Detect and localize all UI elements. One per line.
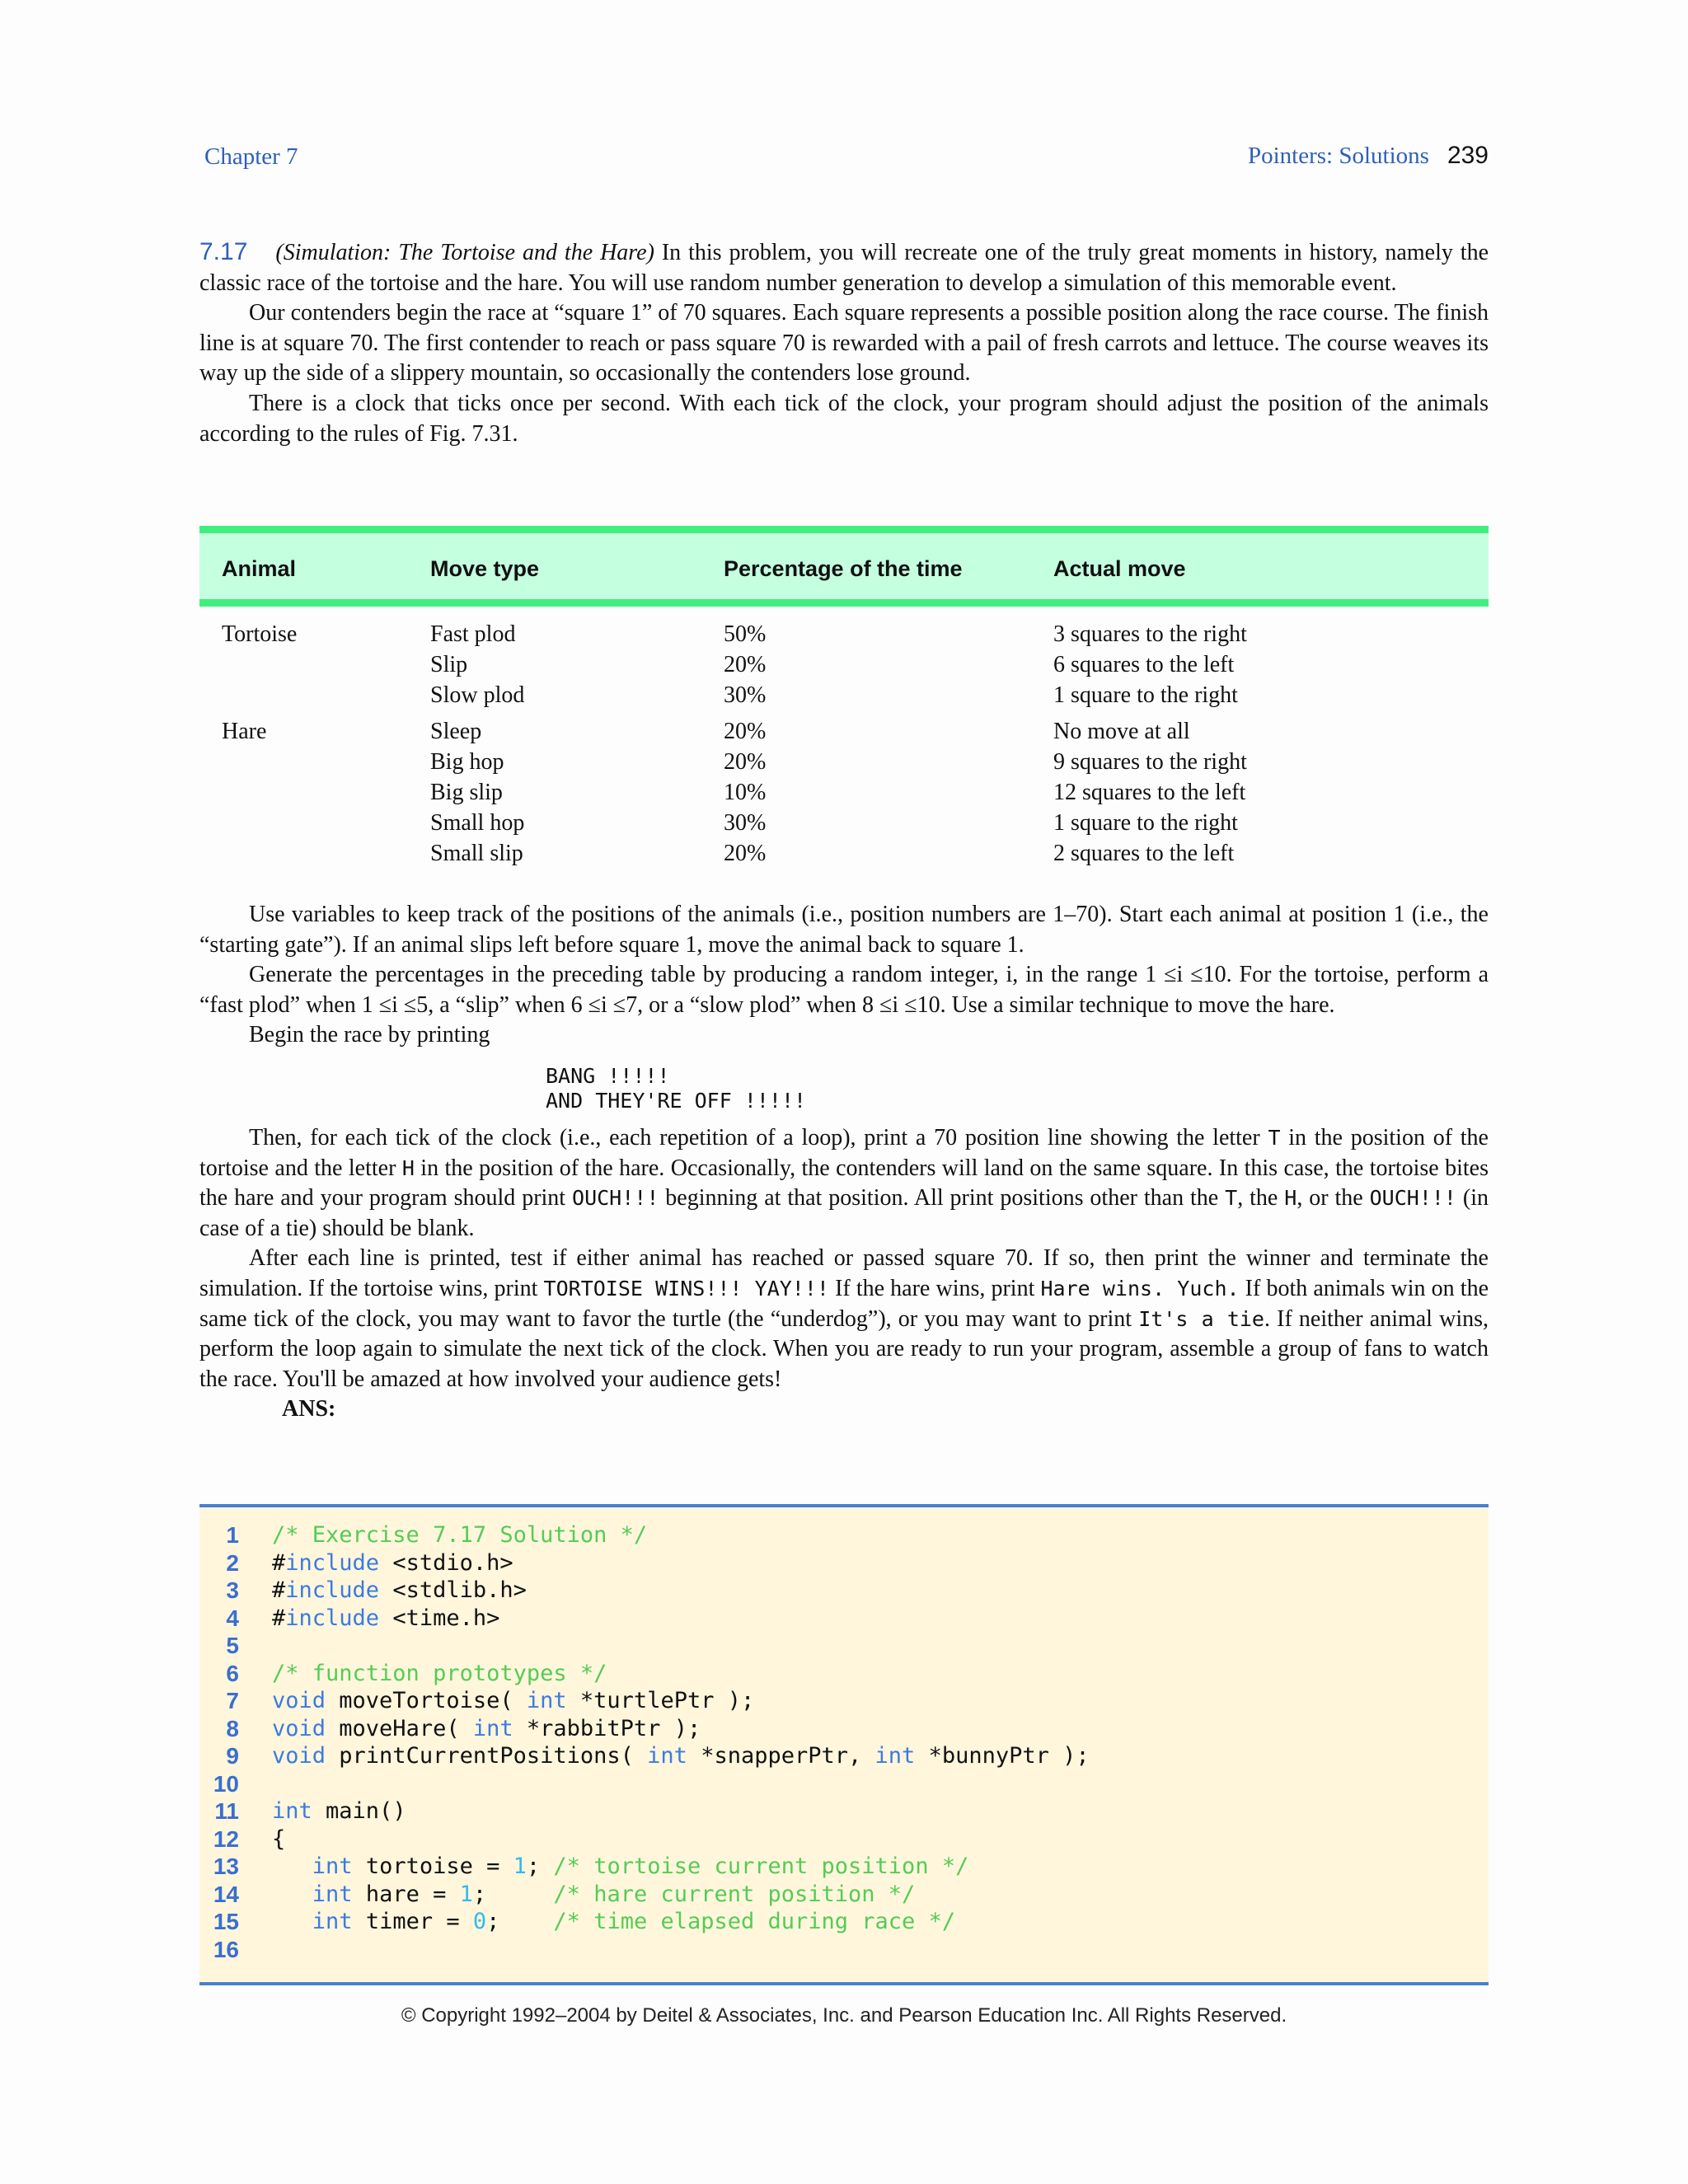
- line-number: 5: [226, 1633, 239, 1658]
- text-run: , the: [1237, 1185, 1285, 1212]
- inline-code: T: [1268, 1125, 1281, 1150]
- header-percentage: Percentage of the time: [724, 556, 963, 581]
- line-number: 1: [226, 1522, 239, 1548]
- code-text: int tortoise = 1; /* tortoise current position */: [312, 1854, 969, 1879]
- paragraph-3: There is a clock that ticks once per second. With each tick of the clock, your program should adjust the position of the animals according to the rules of Fig. 7.31.: [199, 390, 1489, 447]
- table-cell: Sleep: [430, 719, 482, 745]
- paragraph-7: [199, 1123, 1489, 1244]
- move-type-column: [430, 620, 524, 869]
- text-run: Then, for each tick of the clock (i.e., each repetition of a loop), print a 70 position line showing the letter: [249, 1124, 1268, 1151]
- exercise-intro: [199, 237, 1489, 449]
- table-cell: 20%: [724, 840, 767, 866]
- inline-code: T: [1225, 1186, 1238, 1211]
- table-cell: 20%: [724, 749, 767, 776]
- answer-label: ANS:: [282, 1396, 336, 1422]
- inline-code: OUCH!!!: [1369, 1186, 1456, 1211]
- header-animal: Animal: [222, 556, 297, 581]
- table-cell: 50%: [724, 621, 767, 647]
- code-text: void moveHare( int *rabbitPtr );: [272, 1715, 701, 1741]
- text-run: After each line is printed, test if either animal has reached or passed square 70. If so, then print the winner and terminate the simulation. If the tortoise wins, print: [199, 1245, 1489, 1301]
- line-number: 2: [226, 1549, 239, 1576]
- line-number: 7: [226, 1688, 239, 1713]
- line-number: 13: [213, 1854, 239, 1879]
- code-listing: [199, 1504, 1489, 1985]
- output-line-1: BANG !!!!!: [546, 1063, 670, 1088]
- output-line-2: AND THEY'RE OFF !!!!!: [546, 1088, 807, 1113]
- inline-code: H: [1284, 1186, 1297, 1211]
- exercise-title: (Simulation: The Tortoise and the Hare): [275, 240, 654, 265]
- text-run: in the position of the tortoise and the letter: [199, 1124, 1489, 1181]
- table-cell: 6 squares to the left: [1053, 651, 1235, 677]
- code-text: /* function prototypes */: [272, 1660, 607, 1686]
- actual-move-column: [1053, 620, 1247, 869]
- line-number: 10: [213, 1770, 239, 1797]
- copyright-notice: © Copyright 1992–2004 by Deitel & Associates, Inc. and Pearson Education Inc. All Rights Reserved.: [401, 2004, 1287, 2027]
- exercise-body: [199, 900, 1489, 1425]
- text-run: . If neither animal wins, perform the loop again to simulate the next tick of the clock. When you are ready to run your program, assemble a group of fans to watch the race. You'll be amazed at how involved your audience gets!: [199, 1305, 1489, 1392]
- table-cell: 12 squares to the left: [1053, 779, 1246, 805]
- code-text: int main(): [272, 1798, 406, 1824]
- inline-code: H: [401, 1155, 415, 1180]
- line-number: 12: [213, 1825, 239, 1852]
- paragraph-1: [199, 237, 1489, 298]
- text-run: in the position of the hare. Occasionally, the contenders will land on the same square. In this case, the tortoise bites the hare and your program should print: [199, 1155, 1489, 1212]
- header-move-type: Move type: [430, 556, 540, 581]
- running-header: [1248, 142, 1489, 170]
- line-number: 6: [226, 1660, 239, 1686]
- output-sample: [199, 1064, 1489, 1113]
- code-text: /* Exercise 7.17 Solution */: [272, 1522, 648, 1548]
- table-cell: 30%: [724, 809, 767, 836]
- paragraph-8: [199, 1244, 1489, 1394]
- table-cell: 20%: [724, 719, 767, 745]
- line-number: 9: [226, 1743, 239, 1769]
- paragraph-6: Begin the race by printing: [249, 1022, 490, 1048]
- text-run: (in case of a tie) should be blank.: [199, 1185, 1489, 1241]
- code-text: #include <time.h>: [272, 1605, 500, 1631]
- table-cell: Slow plod: [430, 682, 525, 708]
- code-text: void printCurrentPositions( int *snapperPtr, int *bunnyPtr );: [272, 1743, 1090, 1769]
- table-cell: 9 squares to the right: [1053, 749, 1247, 776]
- code-text: void moveTortoise( int *turtlePtr );: [272, 1688, 755, 1713]
- line-number: 4: [226, 1605, 239, 1631]
- percentage-column: [724, 620, 766, 869]
- code-text: {: [272, 1825, 286, 1852]
- header-actual-move: Actual move: [1053, 556, 1186, 581]
- code-text: int hare = 1; /* hare current position */: [312, 1881, 916, 1907]
- line-number: 8: [226, 1715, 239, 1741]
- text-run: beginning at that position. All print positions other than the: [659, 1185, 1226, 1212]
- moves-table: [199, 526, 1489, 866]
- table-cell: 30%: [724, 682, 767, 708]
- code-text: #include <stdlib.h>: [272, 1577, 527, 1603]
- table-header: [199, 526, 1489, 607]
- line-number: 14: [213, 1881, 239, 1907]
- paragraph-1-text: In this problem, you will recreate one of the truly great moments in history, namely the classic race of the tortoise and the hare. You will use random number generation to develop a simulation of this memorable event.: [199, 240, 1489, 296]
- animal-hare: Hare: [222, 719, 267, 745]
- code-text: int timer = 0; /* time elapsed during race */: [312, 1909, 956, 1934]
- line-number: 3: [226, 1577, 239, 1603]
- table-cell: Big hop: [430, 749, 504, 776]
- table-cell: Small hop: [430, 809, 525, 836]
- text-run: If the hare wins, print: [828, 1275, 1041, 1301]
- table-cell: No move at all: [1053, 719, 1190, 745]
- table-cell: 2 squares to the left: [1053, 840, 1235, 866]
- section-title: Pointers: Solutions: [1247, 143, 1429, 169]
- table-cell: 3 squares to the right: [1053, 621, 1247, 647]
- animal-column: [222, 620, 297, 748]
- page-number: 239: [1447, 142, 1489, 169]
- line-number: 15: [213, 1909, 239, 1934]
- line-number: 11: [214, 1798, 239, 1824]
- line-number: 16: [213, 1936, 239, 1962]
- table-cell: 20%: [724, 651, 767, 677]
- exercise-number: 7.17: [199, 238, 248, 265]
- text-run: If both animals win on the same tick of the clock, you may want to favor the turtle (the “underdog”), or you may want to print: [199, 1275, 1489, 1332]
- table-cell: Big slip: [430, 779, 503, 805]
- inline-code: Hare wins. Yuch.: [1040, 1276, 1240, 1301]
- inline-code: OUCH!!!: [572, 1186, 659, 1211]
- table-cell: Small slip: [430, 840, 523, 866]
- table-cell: 10%: [724, 779, 767, 805]
- text-run: , or the: [1296, 1185, 1370, 1212]
- inline-code: TORTOISE WINS!!! YAY!!!: [543, 1276, 829, 1301]
- table-cell: Slip: [430, 651, 468, 677]
- chapter-label: Chapter 7: [204, 143, 298, 170]
- inline-code: It's a tie: [1138, 1306, 1264, 1331]
- paragraph-5: Generate the percentages in the preceding table by producing a random integer, i, in the range 1 ≤i ≤10. For the tortoise, perform a “fast plod” when 1 ≤i ≤5, a “slip” when 6 ≤i ≤7, or a “slow plod” when 8 ≤i ≤10. Use a similar technique to move the hare.: [199, 962, 1489, 1018]
- animal-tortoise: Tortoise: [222, 621, 298, 647]
- table-cell: Fast plod: [430, 621, 516, 647]
- table-cell: 1 square to the right: [1053, 809, 1238, 836]
- table-cell: 1 square to the right: [1053, 682, 1238, 708]
- code-text: #include <stdio.h>: [272, 1549, 513, 1576]
- paragraph-2: Our contenders begin the race at “square 1” of 70 squares. Each square represents a possible position along the race course. The finish line is at square 70. The first contender to reach or pass square 70 is rewarded with a pail of fresh carrots and lettuce. The course weaves its way up the side of a slippery mountain, so occasionally the contenders lose ground.: [199, 300, 1489, 387]
- paragraph-4: Use variables to keep track of the positions of the animals (i.e., position numbers are 1–70). Start each animal at position 1 (i.e., the “starting gate”). If an animal slips left before square 1, move the animal back to square 1.: [199, 902, 1489, 958]
